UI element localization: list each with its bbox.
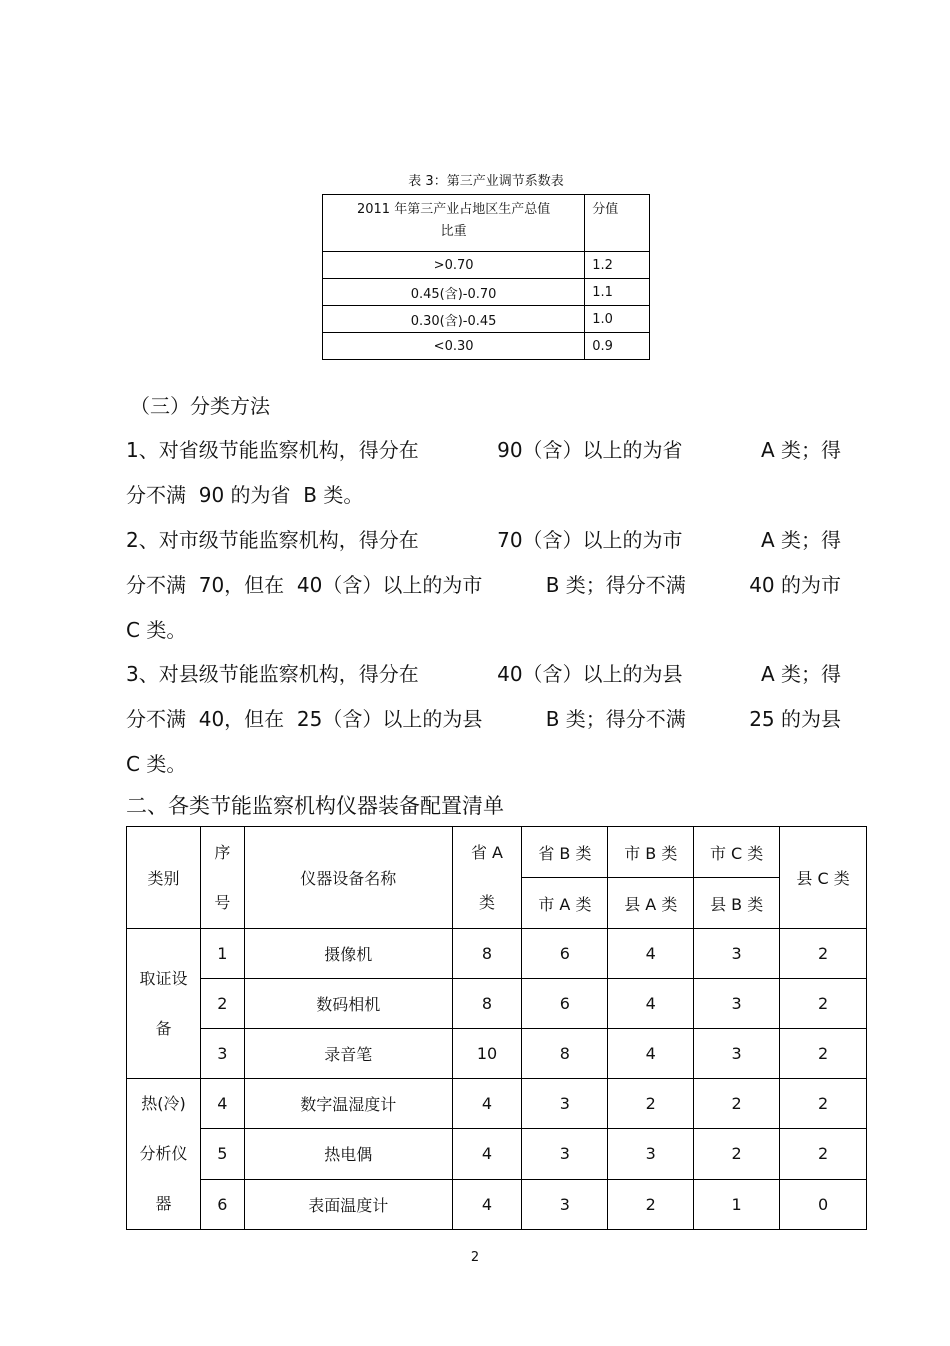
category-cell: [127, 1079, 201, 1230]
text-segment: 90（含）以上的为省: [497, 438, 683, 462]
section-heading: 二、各类节能监察机构仪器装备配置清单: [126, 794, 504, 818]
table3-header-score: 分值: [585, 195, 650, 252]
page-number: 2: [470, 1250, 480, 1265]
value-cell: 2: [694, 1079, 780, 1129]
table3-range: 0.45(含)-0.70: [323, 279, 585, 306]
value-cell: 3: [522, 1129, 608, 1179]
category-line: 分析仪: [139, 1144, 188, 1163]
table3-score: 1.1: [585, 279, 650, 306]
seq-cell: 6: [200, 1179, 244, 1229]
value-cell: 8: [452, 929, 522, 979]
seq-cell: 1: [200, 929, 244, 979]
text-segment: B 类；得分不满: [545, 707, 686, 731]
header-line: 省 A: [470, 842, 504, 862]
header-prov-b: 省 B 类: [522, 827, 608, 878]
paragraph-3: [126, 652, 841, 787]
header-line: 比重: [440, 224, 467, 239]
seq-cell: 4: [200, 1079, 244, 1129]
seq-cell: 5: [200, 1129, 244, 1179]
value-cell: 2: [780, 1029, 867, 1079]
category-line: 热(冷): [141, 1094, 186, 1113]
paragraph-line: 分不满 90 的为省 B 类。: [126, 483, 364, 507]
value-cell: 2: [780, 929, 867, 979]
name-cell: 录音笔: [244, 1029, 452, 1079]
text-segment: B 类；得分不满: [545, 573, 686, 597]
category-line: 器: [155, 1194, 172, 1213]
header-city-c: 市 C 类: [694, 827, 780, 878]
seq-cell: 3: [200, 1029, 244, 1079]
header-line: 类: [478, 892, 495, 912]
value-cell: 3: [694, 979, 780, 1029]
value-cell: 2: [608, 1079, 694, 1129]
value-cell: 0: [780, 1179, 867, 1229]
name-cell: 表面温度计: [244, 1179, 452, 1229]
value-cell: 6: [522, 929, 608, 979]
value-cell: 3: [694, 929, 780, 979]
text-segment: 分不满 40，但在 25（含）以上的为县: [126, 707, 483, 731]
text-segment: 2、对市级节能监察机构，得分在: [126, 528, 419, 552]
text-segment: 分不满 70，但在 40（含）以上的为市: [126, 573, 483, 597]
paragraph-2: [126, 518, 841, 653]
header-line: 2011 年第三产业占地区生产总值: [356, 202, 551, 217]
value-cell: 2: [780, 1129, 867, 1179]
text-segment: A 类；得: [760, 438, 841, 462]
section-title: （三）分类方法: [130, 394, 270, 418]
header-category: 类别: [127, 827, 201, 929]
text-segment: A 类；得: [760, 662, 841, 686]
category-line: 备: [155, 1018, 172, 1038]
paragraph-line: C 类。: [126, 752, 187, 776]
value-cell: 8: [522, 1029, 608, 1079]
text-segment: 1、对省级节能监察机构，得分在: [126, 438, 419, 462]
table3-range: >0.70: [323, 252, 585, 279]
header-seq: [200, 827, 244, 929]
text-segment: 40（含）以上的为县: [497, 662, 683, 686]
text-segment: 40 的为市: [749, 573, 841, 597]
coefficient-table: [322, 194, 650, 360]
name-cell: 摄像机: [244, 929, 452, 979]
value-cell: 3: [608, 1129, 694, 1179]
text-segment: 3、对县级节能监察机构，得分在: [126, 662, 419, 686]
paragraph-line: [126, 652, 841, 697]
table3-range: <0.30: [323, 333, 585, 360]
header-city-b: 市 B 类: [608, 827, 694, 878]
text-segment: 70（含）以上的为市: [497, 528, 683, 552]
category-line: 取证设: [139, 968, 188, 988]
header-county-c: 县 C 类: [780, 827, 867, 929]
value-cell: 2: [694, 1129, 780, 1179]
value-cell: 10: [452, 1029, 522, 1079]
value-cell: 2: [608, 1179, 694, 1229]
table3-score: 1.0: [585, 306, 650, 333]
header-county-a: 县 A 类: [608, 878, 694, 929]
paragraph-1: [126, 428, 841, 518]
equipment-table: [126, 826, 867, 1230]
value-cell: 1: [694, 1179, 780, 1229]
table3-range: 0.30(含)-0.45: [323, 306, 585, 333]
value-cell: 4: [452, 1129, 522, 1179]
text-segment: A 类；得: [760, 528, 841, 552]
value-cell: 6: [522, 979, 608, 1029]
paragraph-line: [126, 428, 841, 473]
value-cell: 4: [608, 1029, 694, 1079]
paragraph-line: [126, 518, 841, 563]
name-cell: 数码相机: [244, 979, 452, 1029]
value-cell: 3: [522, 1179, 608, 1229]
value-cell: 4: [608, 979, 694, 1029]
paragraph-line: [126, 697, 841, 742]
seq-cell: 2: [200, 979, 244, 1029]
table3-score: 1.2: [585, 252, 650, 279]
value-cell: 4: [452, 1079, 522, 1129]
name-cell: 数字温湿度计: [244, 1079, 452, 1129]
value-cell: 3: [522, 1079, 608, 1129]
paragraph-line: C 类。: [126, 618, 187, 642]
name-cell: 热电偶: [244, 1129, 452, 1179]
value-cell: 2: [780, 979, 867, 1029]
table3-score: 0.9: [585, 333, 650, 360]
category-cell: [127, 929, 201, 1079]
value-cell: 4: [452, 1179, 522, 1229]
table3-caption: 表 3：第三产业调节系数表: [408, 174, 564, 189]
value-cell: 2: [780, 1079, 867, 1129]
text-segment: 25 的为县: [749, 707, 841, 731]
value-cell: 4: [608, 929, 694, 979]
value-cell: 8: [452, 979, 522, 1029]
header-name: 仪器设备名称: [244, 827, 452, 929]
header-line: 序: [214, 842, 231, 862]
header-city-a: 市 A 类: [522, 878, 608, 929]
value-cell: 3: [694, 1029, 780, 1079]
header-line: 号: [214, 892, 231, 912]
paragraph-line: [126, 563, 841, 608]
table3-header-ratio: [323, 195, 585, 252]
header-county-b: 县 B 类: [694, 878, 780, 929]
header-prov-a: [452, 827, 522, 929]
